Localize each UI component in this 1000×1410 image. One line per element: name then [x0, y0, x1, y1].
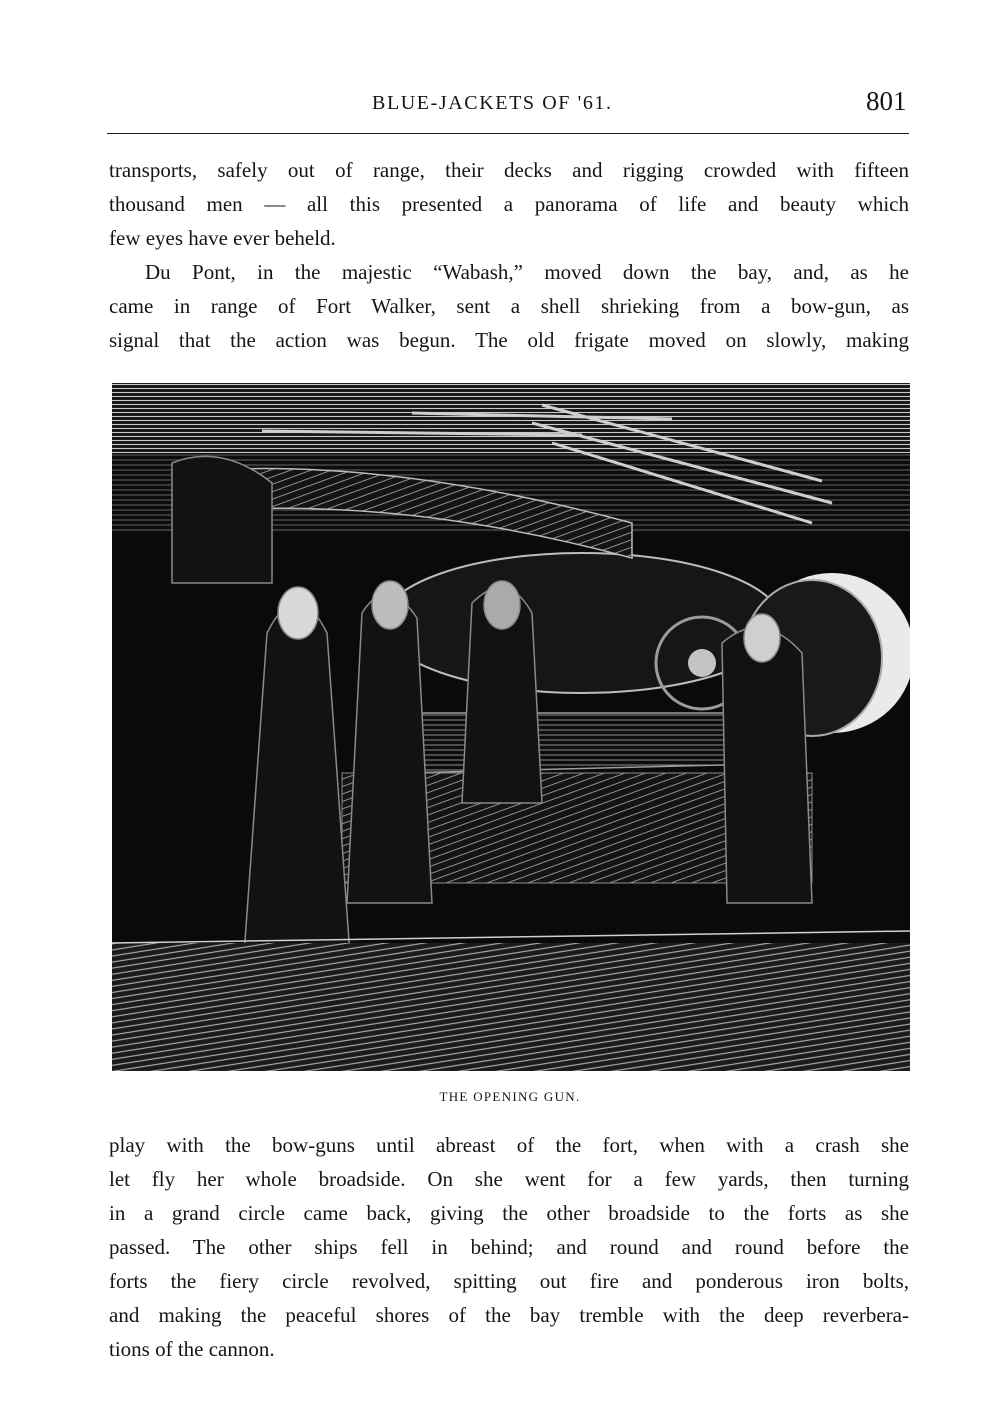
text-line: passed. The other ships fell in behind; and round and round before the: [109, 1235, 909, 1259]
text-line: forts the fiery circle revolved, spitting out fire and ponderous iron bolts,: [109, 1269, 909, 1293]
text-line: came in range of Fort Walker, sent a shell shrieking from a bow-gun, as: [109, 294, 909, 318]
paragraph-1: [109, 153, 909, 255]
text-line: in a grand circle came back, giving the other broadside to the forts as she: [109, 1201, 909, 1225]
header-rule: [107, 133, 909, 134]
text-line: and making the peaceful shores of the bay tremble with the deep reverbera-: [109, 1303, 909, 1327]
running-head: [0, 86, 1000, 126]
text-line: thousand men — all this presented a panorama of life and beauty which: [109, 192, 909, 216]
figure-caption: THE OPENING GUN.: [439, 1089, 581, 1104]
running-title: BLUE-JACKETS OF '61.: [372, 92, 613, 114]
page-number: 801: [866, 86, 907, 116]
text-line: tions of the cannon.: [109, 1337, 275, 1361]
paragraph-2: [109, 255, 909, 357]
text-line: Du Pont, in the majestic “Wabash,” moved down the bay, and, as he: [145, 260, 909, 284]
text-line: let fly her whole broadside. On she went for a few yards, then turning: [109, 1167, 909, 1191]
text-line: play with the bow-guns until abreast of the fort, when with a crash she: [109, 1133, 909, 1157]
gear-hub: [688, 649, 716, 677]
engraving-art: [112, 383, 910, 1071]
deck-planks: [112, 943, 910, 1071]
text-line: signal that the action was begun. The old frigate moved on slowly, making: [109, 328, 909, 352]
illustration-opening-gun: [112, 383, 910, 1071]
text-line: few eyes have ever beheld.: [109, 226, 336, 250]
paragraph-3: [109, 1128, 909, 1366]
text-line: transports, safely out of range, their decks and rigging crowded with fifteen: [109, 158, 909, 182]
sky-hatching: [112, 383, 910, 453]
